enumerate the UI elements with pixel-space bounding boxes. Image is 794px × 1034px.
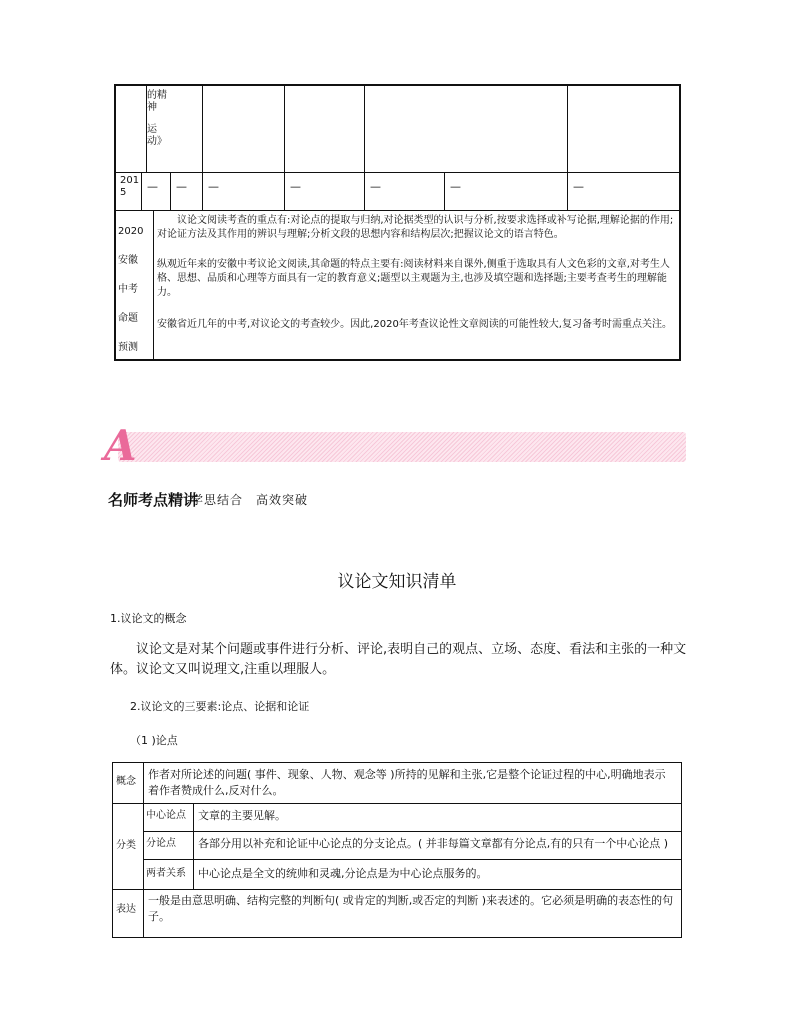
table-divider [202,172,203,210]
document-title: 议论文知识清单 [337,572,457,592]
table-divider [567,172,568,210]
category-label: 分类 [116,840,136,851]
work-title-cell: 的精 神 运 动》 [147,90,167,147]
section-letter: A [104,421,137,470]
table-divider [153,210,154,361]
concept-text: 作者对所论述的问题( 事件、现象、人物、观念等 )所持的见解和主张,它是整个论证过程的中心,明确地表示着作者赞成什么,反对什么。 [148,768,666,797]
section-subtitle: 学思结合 高效突破 [191,493,309,507]
empty-mark: — [147,180,158,193]
table-divider [202,86,203,172]
table-divider [143,831,681,832]
table-divider [567,86,568,172]
central-argument-name: 中心论点 [146,810,186,821]
empty-mark: — [370,180,381,193]
prediction-paragraph-3: 安徽省近几年的中考,对议论文的考查较少。因此,2020年考查议论性文章阅读的可能性较大,复习备考时需重点关注。 [157,319,672,330]
prediction-paragraph-1: 议论文阅读考查的重点有:对论点的提取与归纳,对论据类型的认识与分析,按要求选择或补写论据,理解论据的作用;对论证方法及其作用的辨识与理解;分析文段的思想内容和结构层次;把握议论文的语言特色。 [157,215,674,240]
table-divider [284,172,285,210]
table-divider [193,803,194,889]
relation-name: 两者关系 [146,868,186,879]
table-divider [444,172,445,210]
table-divider [364,86,365,172]
section-banner [118,432,686,462]
section-title: 名师考点精讲 [108,491,199,509]
heading-concept: 1.议论文的概念 [110,612,187,625]
table-divider [116,172,681,173]
concept-paragraph: 议论文是对某个问题或事件进行分析、评论,表明自己的观点、立场、态度、看法和主张的一种文体。议论文又叫说理文,注重以理服人。 [110,642,687,677]
table-divider [143,763,144,937]
table-divider [113,889,681,890]
argument-table [112,762,682,938]
sub-argument-desc: 各部分用以补充和论证中心论点的分支论点。( 并非每篇文章都有分论点,有的只有一个中心论点 ) [198,837,669,850]
empty-mark: — [450,180,461,193]
heading-argument: （1 )论点 [130,734,178,747]
table-divider [141,172,142,210]
expression-label: 表达 [116,904,136,915]
empty-mark: — [208,180,219,193]
concept-label: 概念 [116,776,136,787]
empty-mark: — [573,180,584,193]
heading-three-elements: 2.议论文的三要素:论点、论据和论证 [130,700,310,713]
table-divider [170,172,171,210]
table-divider [143,859,681,860]
central-argument-desc: 文章的主要见解。 [198,809,286,822]
sub-argument-name: 分论点 [146,838,176,849]
exam-analysis-table [114,84,681,361]
table-divider [113,803,681,804]
expression-text: 一般是由意思明确、结构完整的判断句( 或肯定的判断,或否定的判断 )来表述的。它必须是明确的表态性的句子。 [148,894,674,923]
empty-mark: — [290,180,301,193]
table-divider [116,210,681,211]
prediction-paragraph-2: 纵观近年来的安徽中考议论文阅读,其命题的特点主要有:阅读材料来自课外,侧重于选取具有人文色彩的文章,对考生人格、思想、品质和心理等方面具有一定的教育意义;题型以主观题为主,也涉及填空题和选择题;主要考查考生的理解能力。 [157,259,670,298]
table-divider [284,86,285,172]
table-divider [364,172,365,210]
empty-mark: — [176,180,187,193]
relation-desc: 中心论点是全文的统帅和灵魂,分论点是为中心论点服务的。 [198,867,488,880]
year-cell: 201 5 [120,175,140,198]
prediction-label: 2020 安徽 中考 命题 预测 [118,226,144,353]
